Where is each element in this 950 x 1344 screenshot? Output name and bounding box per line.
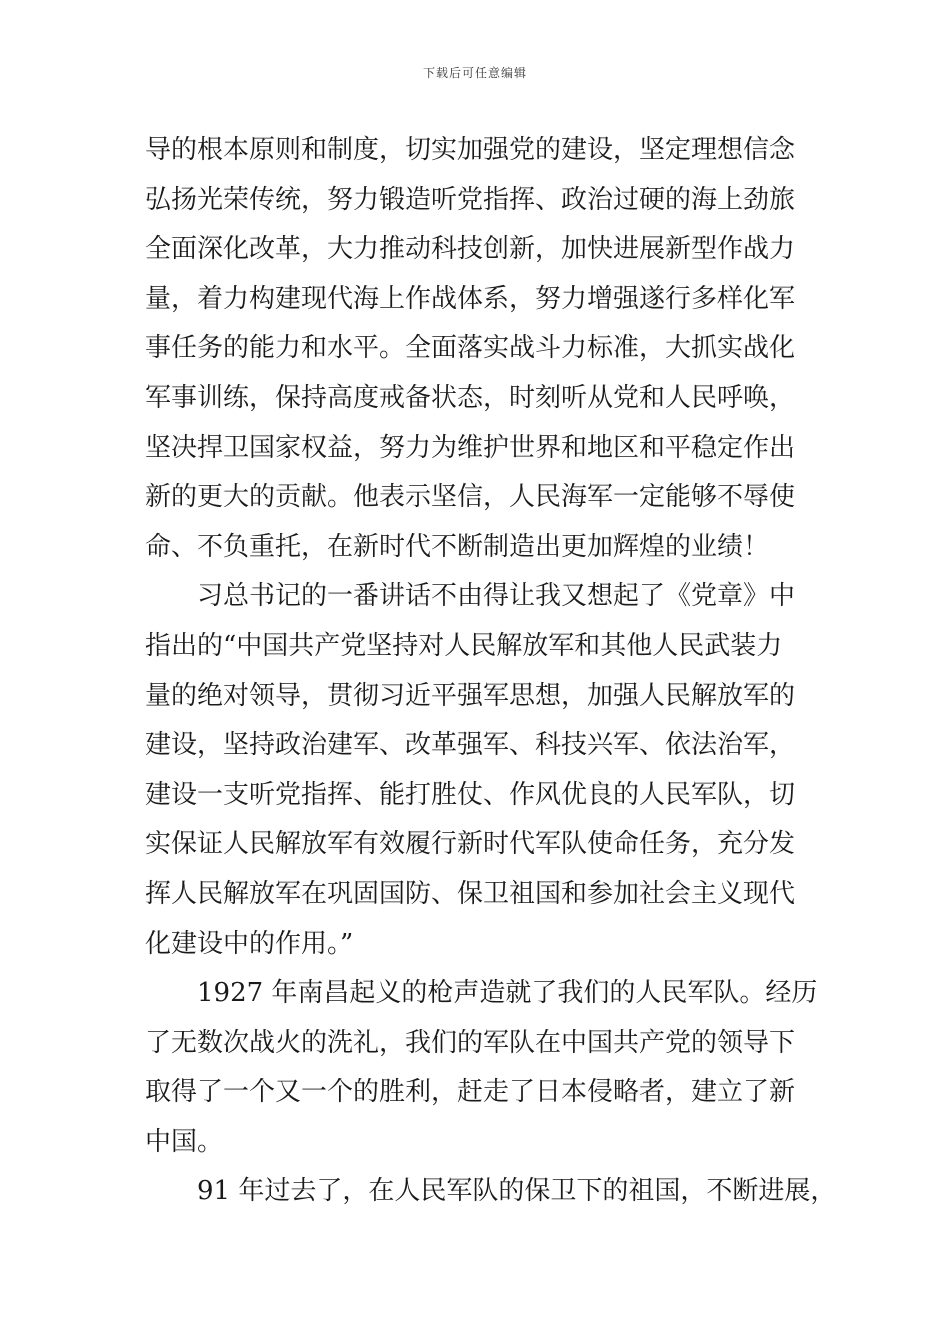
text-line: 命、不负重托，在新时代不断制造出更加辉煌的业绩！ [145, 531, 770, 562]
text-line: 坚决捍卫国家权益，努力为维护世界和地区和平稳定作出 [145, 432, 796, 463]
text-line: 量，着力构建现代海上作战体系，努力增强遂行多样化军 [145, 283, 796, 314]
text-line: 建设一支听党指挥、能打胜仗、作风优良的人民军队，切 [145, 779, 796, 810]
text-line: 量的绝对领导，贯彻习近平强军思想，加强人民解放军的 [145, 680, 796, 711]
text-line: 导的根本原则和制度，切实加强党的建设，坚定理想信念 [145, 135, 796, 165]
document-body [145, 126, 837, 1217]
text-line: 中国。 [145, 1126, 224, 1157]
text-line: 取得了一个又一个的胜利，赶走了日本侵略者，建立了新 [145, 1077, 796, 1108]
text-line: 了无数次战火的洗礼，我们的军队在中国共产党的领导下 [145, 1027, 796, 1058]
text-line: 事任务的能力和水平。全面落实战斗力标准，大抓实战化 [145, 333, 796, 364]
text-line: 军事训练，保持高度戒备状态，时刻听从党和人民呼唤， [145, 382, 796, 413]
text-line: 全面深化改革，大力推动科技创新，加快进展新型作战力 [145, 234, 796, 265]
text-line: 弘扬光荣传统，努力锻造听党指挥、政治过硬的海上劲旅 [145, 184, 796, 215]
text-line: 新的更大的贡献。他表示坚信，人民海军一定能够不辱使 [145, 482, 796, 513]
text-line: 建设，坚持政治建军、改革强军、科技兴军、依法治军， [145, 730, 796, 761]
text-line: 实保证人民解放军有效履行新时代军队使命任务，充分发 [145, 829, 796, 860]
page-header-note: 下载后可任意编辑 [422, 66, 527, 80]
paragraph-start-line: 习总书记的一番讲话不由得让我又想起了《党章》中 [197, 581, 796, 612]
text-line: 挥人民解放军在巩固国防、保卫祖国和参加社会主义现代 [145, 878, 796, 909]
paragraph-start-line: 91 年过去了，在人民军队的保卫下的祖国，不断进展， [197, 1176, 837, 1207]
paragraph-start-line: 1927 年南昌起义的枪声造就了我们的人民军队。经历 [197, 978, 818, 1009]
text-line: 化建设中的作用。” [145, 928, 354, 959]
text-line: 指出的“中国共产党坚持对人民解放军和其他人民武装力 [145, 630, 783, 661]
